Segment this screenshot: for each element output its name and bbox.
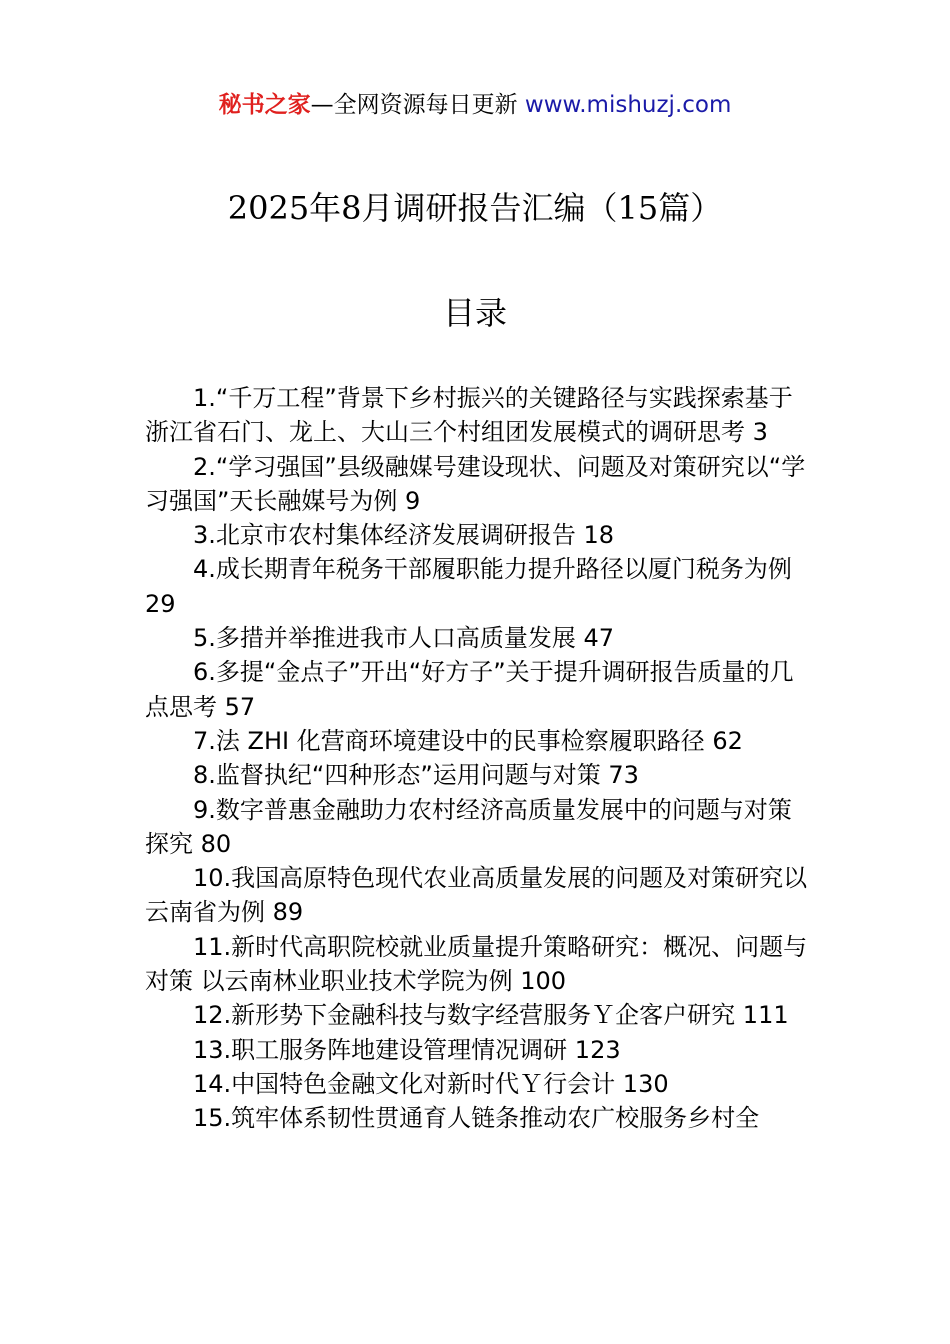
table-of-contents xyxy=(145,381,810,1136)
toc-heading: 目录 xyxy=(442,294,507,332)
toc-item: 7.法 ZHI 化营商环境建设中的民事检察履职路径 62 xyxy=(193,726,743,755)
toc-item: 6.多提“金点子”开出“好方子”关于提升调研报告质量的几点思考 57 xyxy=(145,658,794,721)
toc-item: 5.多措并举推进我市人口高质量发展 47 xyxy=(193,624,615,653)
toc-item: 14.中国特色金融文化对新时代Ｙ行会计 130 xyxy=(193,1069,669,1098)
banner-url-link[interactable]: www.mishuzj.com xyxy=(524,92,732,118)
toc-item: 1.“千万工程”背景下乡村振兴的关键路径与实践探索基于浙江省石门、龙上、大山三个村组团发展模式的调研思考 3 xyxy=(145,384,793,447)
toc-item: 13.职工服务阵地建设管理情况调研 123 xyxy=(193,1035,621,1064)
banner-brand: 秘书之家 xyxy=(218,92,311,118)
toc-item: 4.成长期青年税务干部履职能力提升路径以厦门税务为例 29 xyxy=(145,555,792,618)
toc-item: 9.数字普惠金融助力农村经济高质量发展中的问题与对策探究 80 xyxy=(145,795,792,858)
toc-item: 11.新时代高职院校就业质量提升策略研究：概况、问题与对策 以云南林业职业技术学院为例 100 xyxy=(145,932,808,996)
toc-item: 8.监督执纪“四种形态”运用问题与对策 73 xyxy=(193,761,639,790)
toc-item: 2.“学习强国”县级融媒号建设现状、问题及对策研究以“学习强国”天长融媒号为例 9 xyxy=(145,452,806,515)
toc-item: 10.我国高原特色现代农业高质量发展的问题及对策研究以云南省为例 89 xyxy=(145,864,808,927)
banner-tagline: —全网资源每日更新 xyxy=(310,92,525,118)
toc-item: 3.北京市农村集体经济发展调研报告 18 xyxy=(193,521,615,550)
site-banner xyxy=(0,88,950,122)
toc-item: 15.筑牢体系韧性贯通育人链条推动农广校服务乡村全 xyxy=(193,1104,760,1133)
toc-item: 12.新形势下金融科技与数字经营服务Ｙ企客户研究 111 xyxy=(193,1001,789,1030)
document-title: 2025年8月调研报告汇编（15篇） xyxy=(227,189,723,227)
